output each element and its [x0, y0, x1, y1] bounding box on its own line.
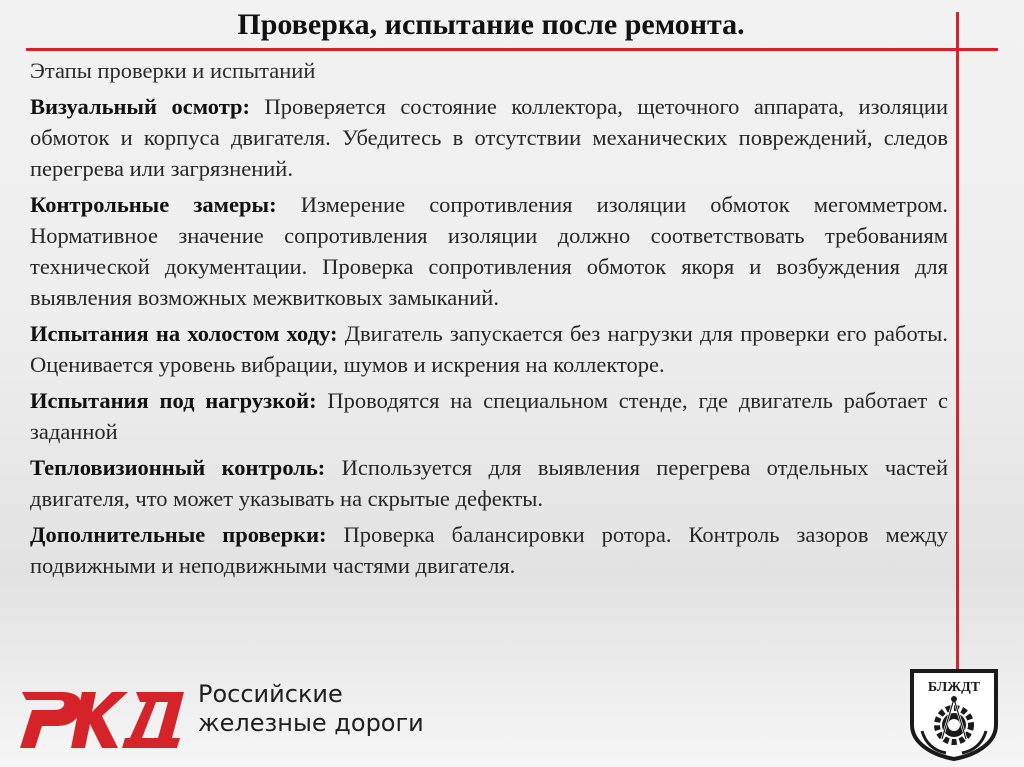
- slide-title: Проверка, испытание после ремонта.: [237, 8, 745, 41]
- section-text: Двигатель запускается без нагрузки для проверки его работы. Оценивается уровень вибрации, шумов и искрения на коллекторе.: [30, 321, 949, 377]
- section-text: Используется для выявления перегрева отдельных частей двигателя, что может указывать на скрытые дефекты.: [30, 455, 949, 511]
- section-load-test: [30, 385, 948, 447]
- section-control-measurements: [30, 189, 948, 313]
- section-heading: Визуальный осмотр:: [30, 94, 251, 119]
- section-additional-checks: [30, 519, 948, 581]
- section-heading: Испытания на холостом ходу:: [30, 321, 338, 346]
- rzd-logo-icon: [18, 678, 188, 750]
- section-text: Проверяется состояние коллектора, щеточного аппарата, изоляции обмоток и корпуса двигателя. Убедитесь в отсутствии механических повреждений, следов перегрева или загрязнений.: [30, 94, 949, 181]
- section-heading: Контрольные замеры:: [30, 192, 277, 217]
- company-name: [198, 680, 424, 738]
- company-name-line1: Российские: [198, 680, 343, 708]
- red-vertical-rule: [956, 12, 959, 679]
- slide-content: [30, 55, 948, 586]
- section-text: Проводятся на специальном стенде, где двигатель работает с заданной: [30, 388, 949, 444]
- section-text: Измерение сопротивления изоляции обмоток мегомметром. Нормативное значение сопротивления изоляции должно соответствовать требованиям технической документации. Проверка сопротивления обмоток якоря и возбуждения для выявления возможных межвитковых замыканий.: [30, 192, 948, 310]
- section-idle-test: [30, 318, 948, 380]
- slide-subtitle: Этапы проверки и испытаний: [30, 58, 316, 83]
- section-thermal-imaging: [30, 452, 948, 514]
- company-name-line2: железные дороги: [198, 709, 424, 737]
- emblem-text: БЛЖДТ: [927, 680, 981, 695]
- section-heading: Тепловизионный контроль:: [30, 455, 326, 480]
- section-text: Проверка балансировки ротора. Контроль зазоров между подвижными и неподвижными частями двигателя.: [30, 522, 948, 578]
- red-horizontal-rule: [26, 48, 998, 51]
- college-emblem-icon: [906, 665, 1002, 761]
- section-visual-inspection: [30, 91, 948, 184]
- section-heading: Дополнительные проверки:: [30, 522, 327, 547]
- section-heading: Испытания под нагрузкой:: [30, 388, 317, 413]
